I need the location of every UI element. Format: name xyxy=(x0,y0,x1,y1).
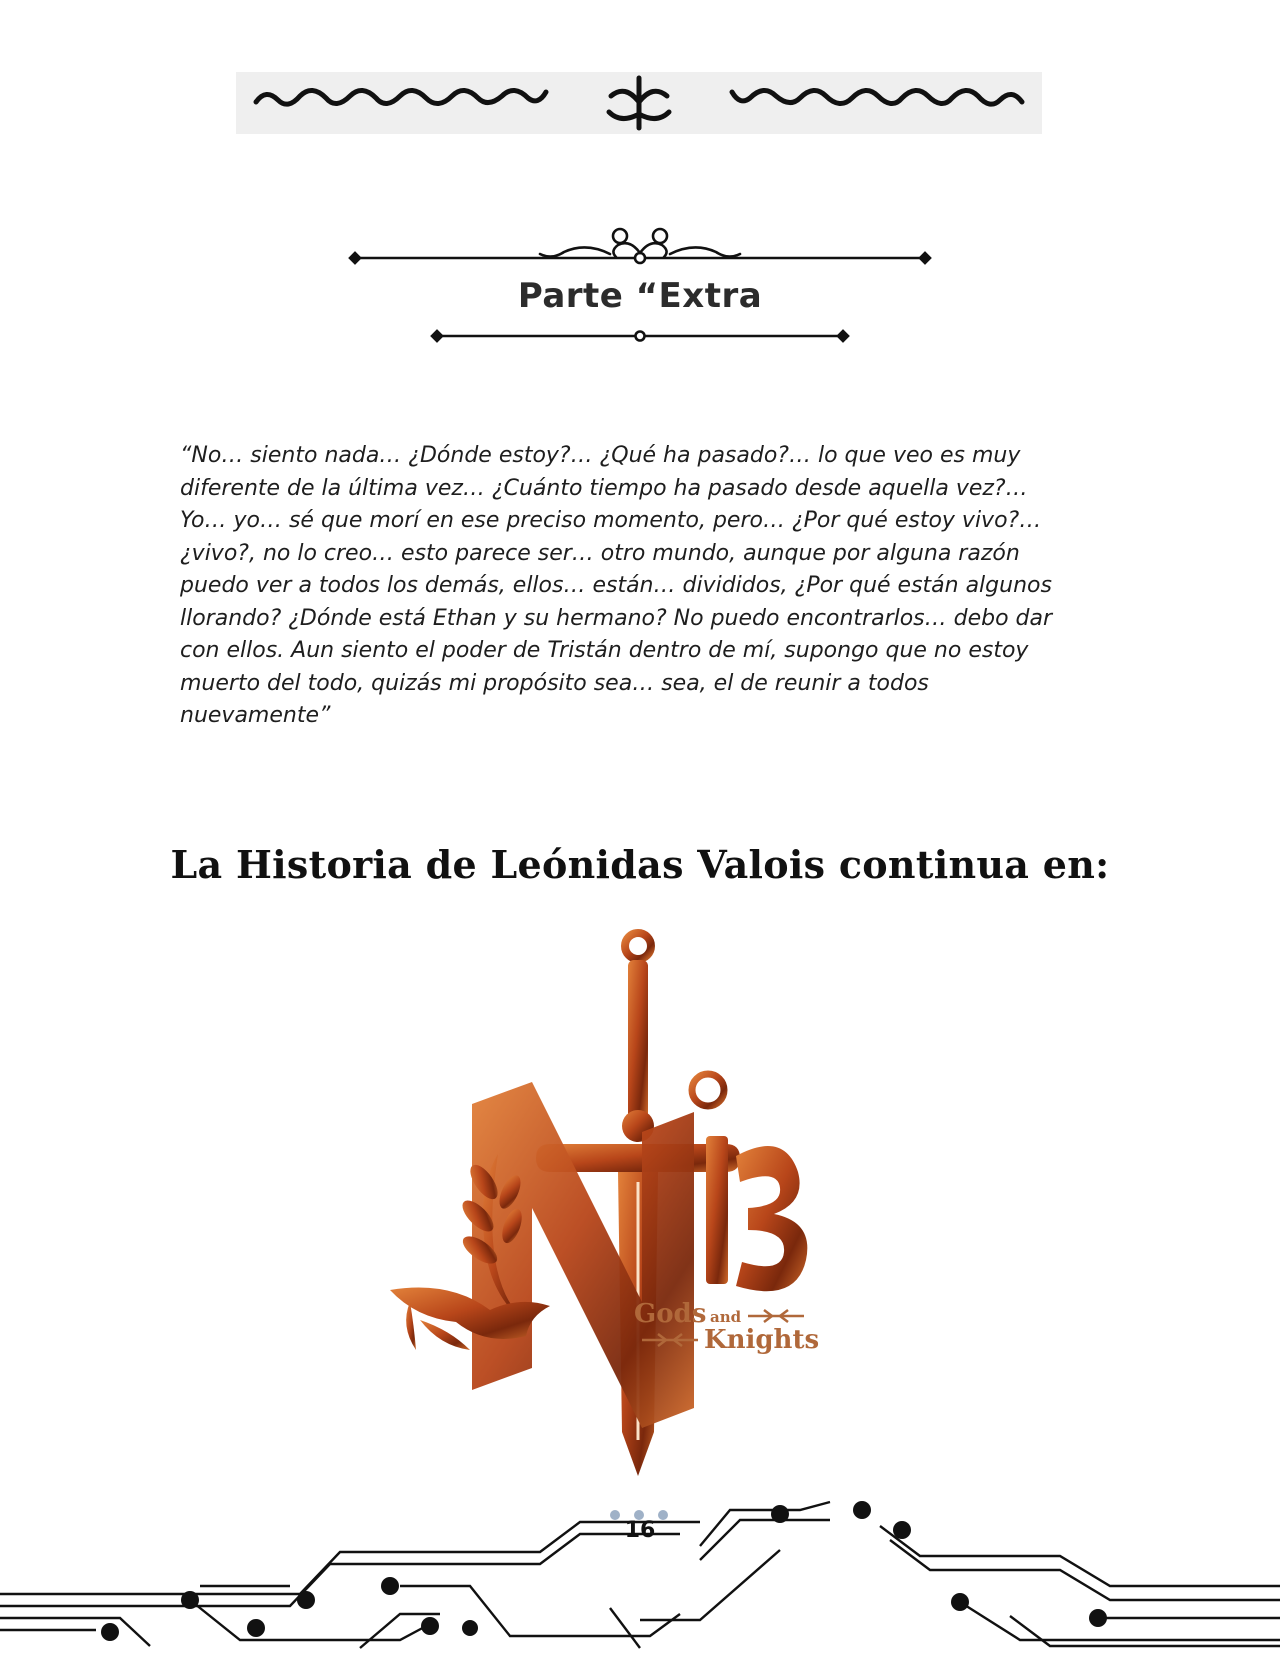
quote-line: puedo ver a todos los demás, ellos… están… divididos, ¿Por qué están algunos xyxy=(180,573,1052,598)
logo-text-gods: Gods xyxy=(634,1299,707,1329)
continue-heading: La Historia de Leónidas Valois continua en: xyxy=(170,842,1110,887)
book-logo xyxy=(380,920,880,1490)
section-title: Parte “Extra xyxy=(517,276,763,316)
quote-line: con ellos. Aun siento el poder de Tristán dentro de mí, supongo que no estoy xyxy=(180,638,1029,663)
logo-text-and: and xyxy=(710,1308,742,1326)
quote-line: Yo… yo… sé que morí en ese preciso momento, pero… ¿Por qué estoy vivo?… xyxy=(180,508,1042,533)
quote-line: diferente de la última vez… ¿Cuánto tiempo ha pasado desde aquella vez?… xyxy=(180,475,1028,501)
quote-paragraph xyxy=(180,440,1110,733)
quote-line: muerto del todo, quizás mi propósito sea… sea, el de reunir a todos xyxy=(180,670,929,696)
ornamental-scroll-icon xyxy=(236,72,1042,134)
quote-line: ¿vivo?, no lo creo… esto parece ser… otro mundo, aunque por alguna razón xyxy=(180,540,1020,566)
top-ornament-banner xyxy=(236,72,1042,134)
quote-line: llorando? ¿Dónde está Ethan y su hermano? No puedo encontrarlos… debo dar xyxy=(180,605,1053,631)
quote-line: nuevamente” xyxy=(180,703,331,728)
page-number: 16 xyxy=(624,1518,656,1543)
logo-text-knights: Knights xyxy=(704,1325,820,1355)
quote-line: “No… siento nada… ¿Dónde estoy?… ¿Qué ha pasado?… lo que veo es muy xyxy=(180,443,1021,468)
